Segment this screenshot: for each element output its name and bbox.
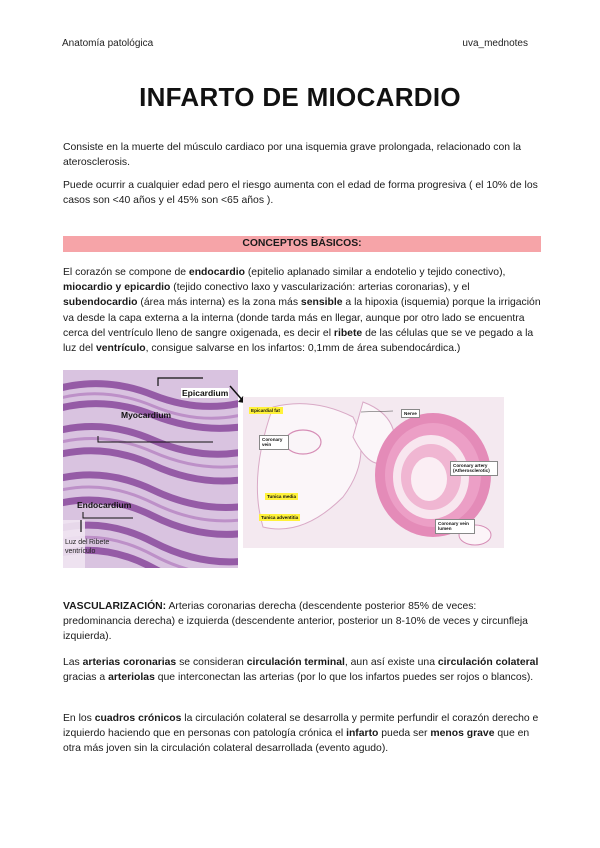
intro-paragraph-1: Consiste en la muerte del músculo cardiaco por una isquemia grave prolongada, relacionado con la aterosclerosis. xyxy=(63,142,522,169)
header-author: uva_mednotes xyxy=(462,38,528,49)
nerve-tag: Nerve xyxy=(401,409,420,418)
coronary-arteries-paragraph: Las arterias coronarias se consideran circulación terminal, aun así existe una circulación colateral gracias a arteriolas que interconectan las arterias (por lo que los infartos puedes ser rojos o blancos). xyxy=(63,657,539,684)
tunica-adventitia-tag: Tunica adventitia xyxy=(261,515,299,520)
concepts-paragraph: El corazón se compone de endocardio (epitelio aplanado similar a endotelio y tejido conectivo), miocardio y epicardio (tejido conectivo laxo y vascularización: arterias coronarias), y el subendocardio (área más interna) es la zona más sensible a la hipoxia (isquemia) porque la irrigación va desde la capa externa a la interna (donde tarda más en llegar, aunque por otro lado se encuentra cerca del ventrículo lleno de sangre oxigenada, es decir el ribete de las células que se ve pegado a la luz del ventrículo, consigue salvarse en los infartos: 0,1mm de área subendocárdica.) xyxy=(63,267,541,355)
header-subject: Anatomía patológica xyxy=(62,38,154,49)
vascularization-paragraph: VASCULARIZACIÓN: Arterias coronarias derecha (descendente posterior 85% de veces: predominancia derecha) e izquierda (descendente anterior, posterior un 8-10% de veces y circunfleja izquierda). xyxy=(63,601,528,643)
coronary-vein-lumen-tag: Coronary vein lumen xyxy=(435,519,475,534)
chronic-cases-paragraph: En los cuadros crónicos la circulación colateral se desarrolla y permite perfundir el corazón derecho e izquierdo haciendo que en personas con patología crónica el infarto pueda ser menos grave que en otra más joven sin la circulación colateral desarrollada (evento agudo). xyxy=(63,713,539,755)
coronary-artery-tag: Coronary artery (Atherosclerotic) xyxy=(450,461,498,476)
tunica-media-tag: Tunica media xyxy=(267,494,297,499)
myocardium-label: Myocardium xyxy=(121,410,172,420)
lumen-label: Luz del ventrículo xyxy=(65,539,96,555)
coronary-artery-histology-image xyxy=(243,397,504,548)
myocardium-histology-image xyxy=(63,370,238,568)
epicardium-label: Epicardium xyxy=(182,388,229,398)
section-heading-bar xyxy=(63,236,541,252)
intro-paragraph-2: Puede ocurrir a cualquier edad pero el riesgo aumenta con el edad de forma progresiva ( el 10% de los casos son <40 años y el 45% son <65 años ). xyxy=(63,180,538,207)
page-title: INFARTO DE MIOCARDIO xyxy=(139,82,461,112)
endocardium-label: Endocardium xyxy=(77,500,132,510)
coronary-vein-tag: Coronary vein xyxy=(259,435,289,450)
section-heading: CONCEPTOS BÁSICOS: xyxy=(242,238,362,249)
ribbon-label: Ribete xyxy=(89,539,110,546)
epicardial-fat-tag: Epicardial fat xyxy=(249,407,283,414)
